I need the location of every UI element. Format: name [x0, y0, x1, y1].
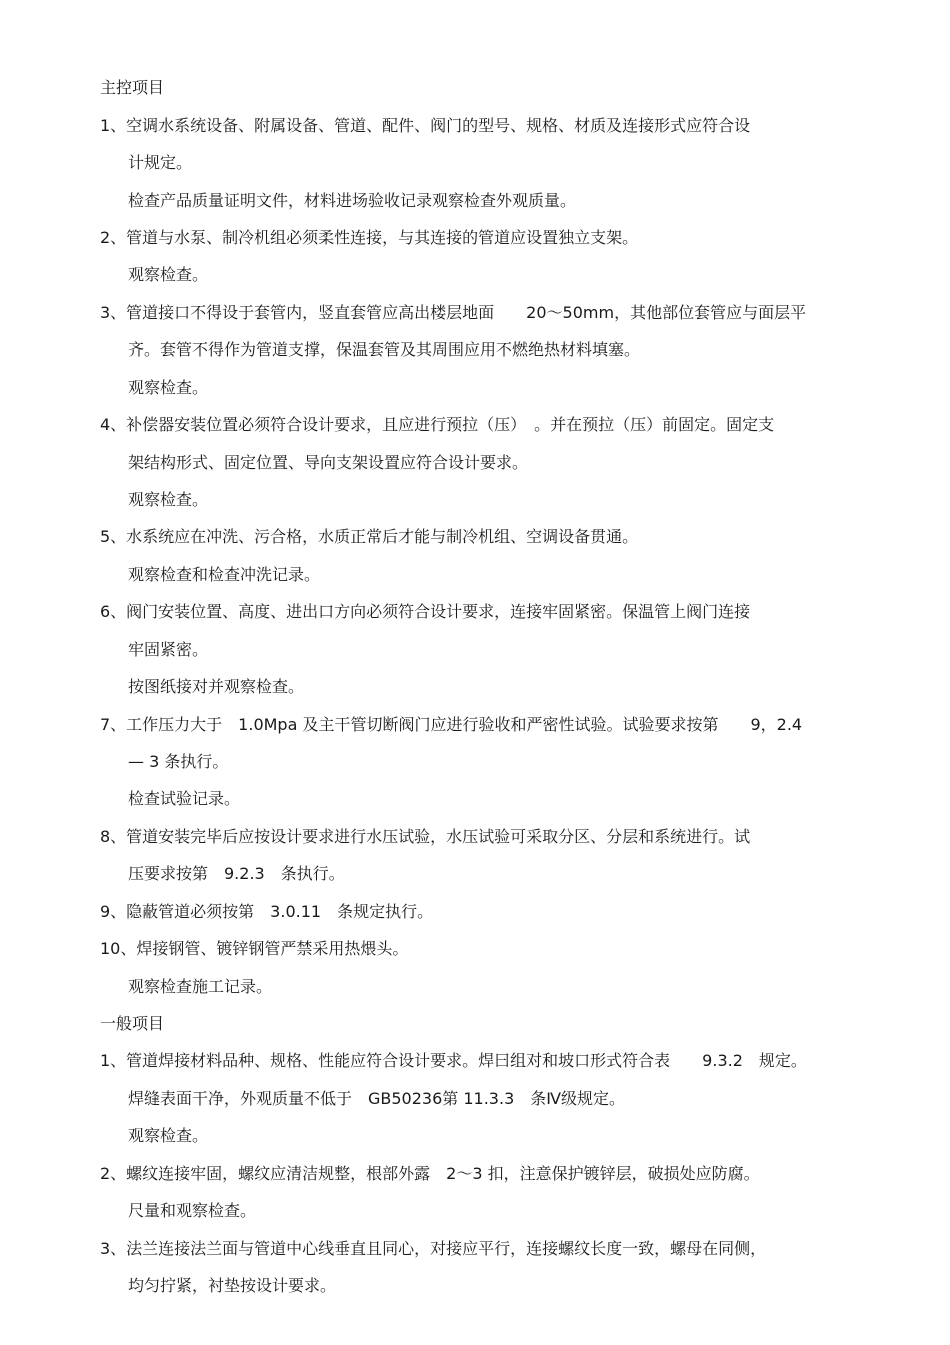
main-item-5-check: 观察检查和检查冲洗记录。 — [128, 565, 321, 584]
general-item-1-line2: 焊缝表面干净，外观质量不低于 GB50236第 11.3.3 条Ⅳ级规定。 — [128, 1089, 626, 1108]
main-item-8-line2: 压要求按第 9.2.3 条执行。 — [128, 864, 345, 883]
main-item-6-check: 按图纸接对并观察检查。 — [128, 677, 305, 696]
main-item-10-check: 观察检查施工记录。 — [128, 977, 273, 996]
main-item-3-check: 观察检查。 — [128, 378, 209, 397]
main-item-10-line1: 10、焊接钢管、镀锌钢管严禁采用热煨头。 — [100, 939, 409, 958]
main-item-7-line1: 7、工作压力大于 1.0Mpa 及主干管切断阀门应进行验收和严密性试验。试验要求按第 9，2.4 — [100, 715, 803, 734]
main-item-5-line1: 5、水系统应在冲洗、污合格，水质正常后才能与制冷机组、空调设备贯通。 — [100, 527, 639, 546]
general-item-2-line1: 2、螺纹连接牢固，螺纹应清洁规整，根部外露 2～3 扣，注意保护镀锌层，破损处应防腐。 — [100, 1164, 760, 1183]
main-item-4-check: 观察检查。 — [128, 490, 209, 509]
main-item-3-line1: 3、管道接口不得设于套管内，竖直套管应高出楼层地面 20～50mm，其他部位套管应与面层平 — [100, 303, 807, 322]
main-item-4-line2: 架结构形式、固定位置、导向支架设置应符合设计要求。 — [128, 453, 529, 472]
section-heading-main: 主控项目 — [100, 78, 165, 97]
main-item-6-line1: 6、阀门安装位置、高度、进出口方向必须符合设计要求，连接牢固紧密。保温管上阀门连接 — [100, 602, 751, 621]
main-item-8-line1: 8、管道安装完毕后应按设计要求进行水压试验，水压试验可采取分区、分层和系统进行。试 — [100, 827, 751, 846]
general-item-3-line2: 均匀拧紧，衬垫按设计要求。 — [128, 1276, 337, 1295]
general-item-3-line1: 3、法兰连接法兰面与管道中心线垂直且同心，对接应平行，连接螺纹长度一致，螺母在同侧， — [100, 1239, 767, 1258]
main-item-1-check: 检查产品质量证明文件，材料进场验收记录观察检查外观质量。 — [128, 191, 577, 210]
main-item-3-line2: 齐。套管不得作为管道支撑，保温套管及其周围应用不燃绝热材料填塞。 — [128, 340, 641, 359]
main-item-7-check: 检查试验记录。 — [128, 789, 241, 808]
general-item-1-check: 观察检查。 — [128, 1126, 209, 1145]
main-item-1-line2: 计规定。 — [128, 153, 193, 172]
main-item-4-line1: 4、补偿器安装位置必须符合设计要求，且应进行预拉（压） 。并在预拉（压）前固定。固定支 — [100, 415, 775, 434]
main-item-7-line2: — 3 条执行。 — [128, 752, 229, 771]
main-item-2-line1: 2、管道与水泵、制冷机组必须柔性连接，与其连接的管道应设置独立支架。 — [100, 228, 639, 247]
section-heading-general: 一般项目 — [100, 1014, 165, 1033]
general-item-1-line1: 1、管道焊接材料品种、规格、性能应符合设计要求。焊曰组对和坡口形式符合表 9.3.2 规定。 — [100, 1051, 807, 1070]
general-item-2-check: 尺量和观察检查。 — [128, 1201, 257, 1220]
main-item-2-check: 观察检查。 — [128, 265, 209, 284]
main-item-6-line2: 牢固紧密。 — [128, 640, 209, 659]
main-item-9-line1: 9、隐蔽管道必须按第 3.0.11 条规定执行。 — [100, 902, 434, 921]
main-item-1-line1: 1、空调水系统设备、附属设备、管道、配件、阀门的型号、规格、材质及连接形式应符合设 — [100, 116, 751, 135]
